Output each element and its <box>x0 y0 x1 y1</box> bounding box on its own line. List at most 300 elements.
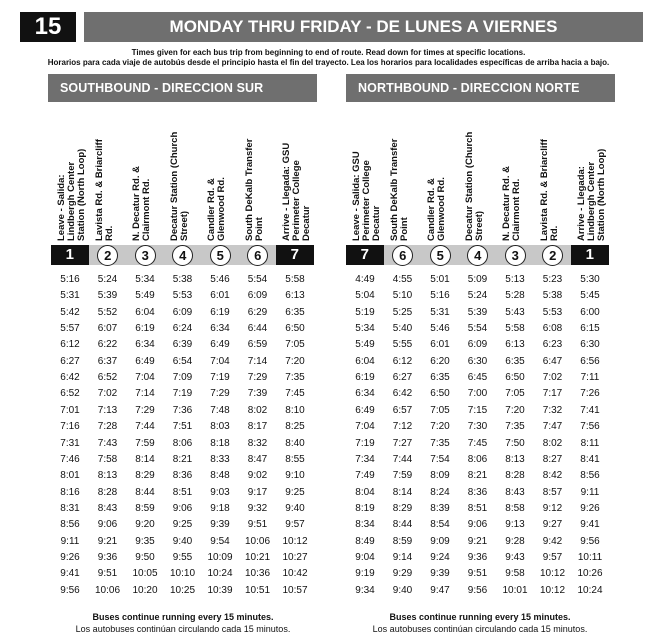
time-cell: 5:04 <box>355 290 375 302</box>
time-cell: 6:52 <box>60 388 80 400</box>
northbound-stop-number: 5 <box>430 245 451 266</box>
time-cell: 7:50 <box>505 437 525 449</box>
time-cell: 10:11 <box>577 551 603 563</box>
time-cell: 10:06 <box>94 584 121 596</box>
time-cell: 6:54 <box>172 355 193 367</box>
time-cell: 7:00 <box>467 388 488 400</box>
time-cell: 5:23 <box>542 274 563 285</box>
time-cell: 5:39 <box>467 306 488 318</box>
time-cell: 5:55 <box>392 339 413 351</box>
time-cell: 9:56 <box>467 584 488 596</box>
southbound-stop-label: Leave - Salida: Lindbergh Center Station (North Loop) <box>56 148 87 241</box>
time-cell: 5:49 <box>135 290 155 302</box>
table-row <box>51 467 314 485</box>
time-cell: 9:18 <box>210 502 230 514</box>
time-cell: 8:17 <box>247 421 268 433</box>
southbound-stop-label: Arrive - Llegada: GSU Perimeter College Decatur <box>281 142 312 241</box>
time-cell: 8:21 <box>467 470 488 482</box>
time-cell: 10:24 <box>577 584 603 596</box>
time-cell: 5:49 <box>355 339 375 351</box>
time-cell: 7:09 <box>172 372 193 384</box>
table-row <box>51 582 314 600</box>
northbound-stop-number: 3 <box>505 245 526 266</box>
northbound-stop-number: 2 <box>542 245 563 266</box>
table-row <box>51 533 314 551</box>
southbound-footer-english: Buses continue running every 15 minutes. <box>92 612 274 622</box>
time-cell: 6:19 <box>135 323 155 335</box>
time-cell: 7:20 <box>505 404 525 416</box>
time-cell: 5:09 <box>467 274 488 285</box>
time-cell: 7:35 <box>505 421 525 433</box>
time-cell: 5:42 <box>60 306 80 318</box>
time-cell: 5:30 <box>580 274 600 285</box>
table-row <box>51 336 314 354</box>
time-cell: 7:13 <box>97 404 118 416</box>
table-row <box>346 484 609 502</box>
time-cell: 7:30 <box>467 421 488 433</box>
table-row <box>346 500 609 518</box>
time-cell: 9:41 <box>580 519 600 531</box>
time-cell: 9:20 <box>135 519 155 531</box>
time-cell: 6:50 <box>430 388 450 400</box>
time-cell: 7:29 <box>247 372 268 384</box>
time-cell: 7:05 <box>505 388 525 400</box>
time-cell: 7:16 <box>60 421 80 433</box>
northbound-stop-number: 7 <box>346 245 384 265</box>
time-cell: 9:57 <box>542 551 563 563</box>
time-cell: 10:25 <box>169 584 196 596</box>
time-cell: 6:56 <box>580 355 600 367</box>
northbound-footer-english: Buses continue running every 15 minutes. <box>389 612 571 622</box>
time-cell: 7:31 <box>60 437 80 449</box>
time-cell: 7:12 <box>392 421 413 433</box>
time-cell: 10:12 <box>282 535 308 547</box>
time-cell: 7:36 <box>172 404 193 416</box>
time-cell: 10:09 <box>207 551 233 563</box>
time-cell: 6:04 <box>135 306 155 318</box>
time-cell: 6:34 <box>210 323 230 335</box>
time-cell: 5:40 <box>392 323 413 335</box>
time-cell: 9:25 <box>172 519 193 531</box>
time-cell: 9:51 <box>247 519 268 531</box>
time-cell: 9:40 <box>172 535 193 547</box>
time-cell: 9:06 <box>467 519 488 531</box>
time-cell: 8:28 <box>505 470 525 482</box>
time-cell: 6:23 <box>542 339 563 351</box>
time-cell: 9:03 <box>210 486 230 498</box>
time-cell: 8:06 <box>467 453 488 465</box>
time-cell: 6:20 <box>430 355 450 367</box>
time-cell: 6:45 <box>467 372 488 384</box>
time-cell: 9:34 <box>355 584 375 596</box>
time-cell: 7:48 <box>210 404 230 416</box>
time-cell: 8:02 <box>542 437 563 449</box>
time-cell: 6:37 <box>97 355 118 367</box>
time-cell: 9:28 <box>505 535 525 547</box>
time-cell: 9:56 <box>60 584 80 596</box>
time-cell: 7:45 <box>285 388 305 400</box>
time-cell: 9:11 <box>60 535 80 547</box>
time-cell: 7:28 <box>97 421 118 433</box>
time-cell: 9:35 <box>135 535 155 547</box>
time-cell: 6:42 <box>60 372 80 384</box>
time-cell: 6:13 <box>505 339 525 351</box>
time-cell: 8:01 <box>60 470 80 482</box>
time-cell: 8:03 <box>210 421 230 433</box>
time-cell: 8:44 <box>392 519 413 531</box>
time-cell: 10:21 <box>244 551 271 563</box>
time-cell: 7:34 <box>355 453 375 465</box>
time-cell: 9:06 <box>172 502 193 514</box>
time-cell: 9:58 <box>505 568 525 580</box>
time-cell: 6:09 <box>467 339 488 351</box>
table-row <box>51 565 314 583</box>
table-row <box>51 304 314 322</box>
time-cell: 7:11 <box>580 372 600 384</box>
time-cell: 4:49 <box>355 274 375 285</box>
time-cell: 10:06 <box>244 535 271 547</box>
table-row <box>346 549 609 567</box>
table-row <box>346 402 609 420</box>
time-cell: 6:12 <box>60 339 80 351</box>
time-cell: 4:55 <box>392 274 413 285</box>
time-cell: 6:44 <box>247 323 268 335</box>
table-row <box>346 533 609 551</box>
time-cell: 8:06 <box>172 437 193 449</box>
table-row <box>51 353 314 371</box>
time-cell: 5:54 <box>467 323 488 335</box>
southbound-stop-number: 2 <box>97 245 118 266</box>
schedule-title: MONDAY THRU FRIDAY - DE LUNES A VIERNES <box>84 12 643 42</box>
time-cell: 9:27 <box>542 519 563 531</box>
time-cell: 5:43 <box>505 306 525 318</box>
time-cell: 7:54 <box>430 453 450 465</box>
time-cell: 8:56 <box>60 519 80 531</box>
time-cell: 6:24 <box>172 323 193 335</box>
time-cell: 7:44 <box>392 453 413 465</box>
time-cell: 5:25 <box>392 306 413 318</box>
northbound-stop-label: Leave - Salida: GSU Perimeter College Decatur <box>351 151 382 241</box>
time-cell: 5:53 <box>542 306 563 318</box>
time-cell: 9:39 <box>210 519 230 531</box>
time-cell: 8:21 <box>172 453 193 465</box>
time-cell: 7:49 <box>355 470 375 482</box>
time-cell: 8:56 <box>580 470 600 482</box>
time-cell: 9:40 <box>285 502 305 514</box>
time-cell: 9:17 <box>247 486 268 498</box>
northbound-stop-label: South DeKalb Transfer Point <box>388 138 410 241</box>
time-cell: 6:42 <box>392 388 413 400</box>
time-cell: 5:52 <box>97 306 118 318</box>
time-cell: 10:36 <box>244 568 271 580</box>
time-cell: 6:27 <box>392 372 413 384</box>
time-cell: 6:07 <box>97 323 118 335</box>
northbound-stop-label: Candler Rd. & Glenwood Rd. <box>426 177 447 241</box>
time-cell: 9:26 <box>60 551 80 563</box>
time-cell: 9:43 <box>505 551 525 563</box>
time-cell: 10:20 <box>132 584 158 596</box>
time-cell: 8:34 <box>355 519 375 531</box>
time-cell: 7:43 <box>97 437 118 449</box>
table-row <box>346 435 609 453</box>
time-cell: 8:39 <box>430 502 450 514</box>
time-cell: 8:36 <box>467 486 488 498</box>
time-cell: 9:47 <box>430 584 450 596</box>
time-cell: 9:13 <box>505 519 525 531</box>
time-cell: 8:24 <box>430 486 450 498</box>
time-cell: 8:44 <box>135 486 155 498</box>
southbound-header: SOUTHBOUND - DIRECCION SUR <box>48 74 317 102</box>
time-cell: 6:50 <box>285 323 305 335</box>
time-cell: 6:22 <box>97 339 118 351</box>
time-cell: 10:24 <box>207 568 233 580</box>
time-cell: 6:30 <box>580 339 600 351</box>
southbound-stop-number: 1 <box>51 245 89 265</box>
time-cell: 8:31 <box>60 502 80 514</box>
table-row <box>346 353 609 371</box>
table-row <box>346 320 609 338</box>
time-cell: 8:14 <box>135 453 155 465</box>
time-cell: 5:13 <box>505 274 525 285</box>
table-row <box>51 500 314 518</box>
time-cell: 6:00 <box>580 306 600 318</box>
time-cell: 7:14 <box>135 388 155 400</box>
time-cell: 6:13 <box>285 290 305 302</box>
time-cell: 8:13 <box>505 453 525 465</box>
time-cell: 9:57 <box>285 519 305 531</box>
time-cell: 7:45 <box>467 437 488 449</box>
time-cell: 6:47 <box>542 355 563 367</box>
table-row <box>346 385 609 403</box>
time-cell: 9:09 <box>430 535 450 547</box>
time-cell: 9:11 <box>580 486 600 498</box>
table-row <box>51 484 314 502</box>
time-cell: 8:29 <box>135 470 155 482</box>
time-cell: 9:29 <box>392 568 413 580</box>
time-cell: 7:20 <box>285 355 305 367</box>
time-cell: 6:59 <box>247 339 268 351</box>
time-cell: 8:02 <box>247 404 268 416</box>
time-cell: 8:57 <box>542 486 563 498</box>
southbound-stop-number: 3 <box>135 245 156 266</box>
time-cell: 10:26 <box>577 568 603 580</box>
time-cell: 5:16 <box>60 274 80 285</box>
time-cell: 9:04 <box>355 551 375 563</box>
time-cell: 8:55 <box>285 453 305 465</box>
table-row <box>51 287 314 305</box>
time-cell: 5:16 <box>430 290 450 302</box>
time-cell: 5:54 <box>247 274 268 285</box>
note-spanish: Horarios para cada viaje de autobús desde el principio hasta el fin del trayecto. Lea los horarios para localidades específicas de arriba hacia a bajo. <box>47 58 610 67</box>
note-english: Times given for each bus trip from beginning to end of route. Read down for times at specific locations. <box>131 48 526 57</box>
time-cell: 10:39 <box>207 584 233 596</box>
time-cell: 9:10 <box>285 470 305 482</box>
time-cell: 7:29 <box>135 404 155 416</box>
time-cell: 7:27 <box>392 437 413 449</box>
table-row <box>51 549 314 567</box>
time-cell: 7:19 <box>355 437 375 449</box>
time-cell: 9:56 <box>580 535 600 547</box>
northbound-stop-label: Arrive - Llegada: Lindbergh Center Station (North Loop) <box>576 148 607 241</box>
time-cell: 6:49 <box>135 355 155 367</box>
time-cell: 10:51 <box>244 584 271 596</box>
table-row <box>51 402 314 420</box>
time-cell: 9:42 <box>542 535 563 547</box>
time-cell: 7:32 <box>542 404 563 416</box>
time-cell: 5:53 <box>172 290 193 302</box>
time-cell: 10:10 <box>169 568 196 580</box>
time-cell: 7:19 <box>210 372 230 384</box>
time-cell: 8:13 <box>97 470 118 482</box>
time-cell: 8:59 <box>392 535 413 547</box>
table-row <box>51 451 314 469</box>
table-row <box>346 287 609 305</box>
northbound-stop-label: N. Decatur Rd. & Clairmont Rd. <box>501 166 522 241</box>
table-row <box>346 336 609 354</box>
time-cell: 8:54 <box>430 519 450 531</box>
time-cell: 5:24 <box>467 290 488 302</box>
time-cell: 6:09 <box>247 290 268 302</box>
time-cell: 7:05 <box>285 339 305 351</box>
time-cell: 8:58 <box>505 502 525 514</box>
time-cell: 5:19 <box>355 306 375 318</box>
time-cell: 8:25 <box>285 421 305 433</box>
table-row <box>51 516 314 534</box>
time-cell: 7:51 <box>172 421 193 433</box>
time-cell: 8:40 <box>285 437 305 449</box>
time-cell: 6:34 <box>355 388 375 400</box>
southbound-stop-number: 6 <box>247 245 268 266</box>
table-row <box>51 385 314 403</box>
time-cell: 7:04 <box>210 355 230 367</box>
time-cell: 6:15 <box>580 323 600 335</box>
time-cell: 5:10 <box>392 290 413 302</box>
southbound-stop-label: Candler Rd. & Glenwood Rd. <box>206 177 227 241</box>
time-cell: 6:01 <box>210 290 230 302</box>
time-cell: 8:59 <box>135 502 155 514</box>
time-cell: 9:51 <box>467 568 488 580</box>
time-cell: 5:58 <box>505 323 525 335</box>
time-cell: 10:05 <box>132 568 158 580</box>
table-row <box>346 418 609 436</box>
time-cell: 7:56 <box>580 421 600 433</box>
time-cell: 8:43 <box>505 486 525 498</box>
time-cell: 6:09 <box>172 306 193 318</box>
time-cell: 9:24 <box>430 551 450 563</box>
time-cell: 5:46 <box>210 274 230 285</box>
time-cell: 9:02 <box>247 470 268 482</box>
northbound-stop-label: Lavista Rd. & Briarcliff Rd. <box>538 139 560 241</box>
northbound-header: NORTHBOUND - DIRECCION NORTE <box>346 74 615 102</box>
time-cell: 7:41 <box>580 404 600 416</box>
time-cell: 9:54 <box>210 535 230 547</box>
time-cell: 8:16 <box>60 486 80 498</box>
table-row <box>346 304 609 322</box>
time-cell: 8:27 <box>542 453 563 465</box>
time-cell: 9:25 <box>285 486 305 498</box>
time-cell: 5:58 <box>285 274 305 285</box>
time-cell: 8:28 <box>97 486 118 498</box>
time-cell: 8:10 <box>285 404 305 416</box>
time-cell: 5:31 <box>430 306 450 318</box>
time-cell: 5:31 <box>60 290 80 302</box>
time-cell: 9:39 <box>430 568 450 580</box>
table-row <box>346 369 609 387</box>
time-cell: 9:19 <box>355 568 375 580</box>
time-cell: 5:24 <box>97 274 118 285</box>
time-cell: 9:40 <box>392 584 413 596</box>
time-cell: 10:12 <box>539 568 566 580</box>
time-cell: 10:42 <box>282 568 308 580</box>
time-cell: 8:36 <box>172 470 193 482</box>
time-cell: 7:58 <box>97 453 118 465</box>
time-cell: 7:19 <box>172 388 193 400</box>
time-cell: 6:30 <box>467 355 488 367</box>
time-cell: 7:47 <box>542 421 563 433</box>
time-cell: 8:33 <box>210 453 230 465</box>
southbound-stop-label: N. Decatur Rd. & Clairmont Rd. <box>131 166 152 241</box>
time-cell: 9:21 <box>97 535 118 547</box>
time-cell: 9:21 <box>467 535 488 547</box>
time-cell: 8:09 <box>430 470 450 482</box>
northbound-stop-number: 1 <box>571 245 609 265</box>
route-number: 15 <box>20 12 76 42</box>
table-row <box>346 467 609 485</box>
time-cell: 9:55 <box>172 551 193 563</box>
table-row <box>51 271 314 289</box>
table-row <box>346 565 609 583</box>
time-cell: 9:36 <box>467 551 488 563</box>
southbound-stop-label: Decatur Station (Church Street) <box>168 131 190 241</box>
time-cell: 7:14 <box>247 355 268 367</box>
time-cell: 7:39 <box>247 388 268 400</box>
time-cell: 6:52 <box>97 372 118 384</box>
time-cell: 6:12 <box>392 355 413 367</box>
time-cell: 9:41 <box>60 568 80 580</box>
time-cell: 5:38 <box>542 290 563 302</box>
time-cell: 8:04 <box>355 486 375 498</box>
time-cell: 6:35 <box>430 372 450 384</box>
southbound-footer-spanish: Los autobuses continúan circulando cada 15 minutos. <box>75 624 291 634</box>
southbound-stop-number: 4 <box>172 245 193 266</box>
time-cell: 7:20 <box>430 421 450 433</box>
time-cell: 7:35 <box>285 372 305 384</box>
table-row <box>51 369 314 387</box>
time-cell: 7:26 <box>580 388 600 400</box>
table-row <box>346 271 609 289</box>
time-cell: 9:51 <box>97 568 118 580</box>
time-cell: 8:47 <box>247 453 268 465</box>
time-cell: 6:01 <box>430 339 450 351</box>
time-cell: 8:11 <box>580 437 600 449</box>
time-cell: 8:19 <box>355 502 375 514</box>
time-cell: 9:12 <box>542 502 563 514</box>
time-cell: 8:51 <box>172 486 193 498</box>
time-cell: 7:01 <box>60 404 80 416</box>
time-cell: 7:05 <box>430 404 450 416</box>
time-cell: 6:49 <box>355 404 375 416</box>
time-cell: 10:57 <box>282 584 308 596</box>
time-cell: 5:34 <box>135 274 155 285</box>
time-cell: 5:01 <box>430 274 450 285</box>
southbound-stop-number: 5 <box>210 245 231 266</box>
southbound-stop-number: 7 <box>276 245 314 265</box>
table-row <box>51 435 314 453</box>
time-cell: 5:39 <box>97 290 118 302</box>
southbound-stop-label: Lavista Rd. & Briarcliff Rd. <box>93 139 115 241</box>
time-cell: 9:50 <box>135 551 155 563</box>
time-cell: 9:32 <box>247 502 268 514</box>
